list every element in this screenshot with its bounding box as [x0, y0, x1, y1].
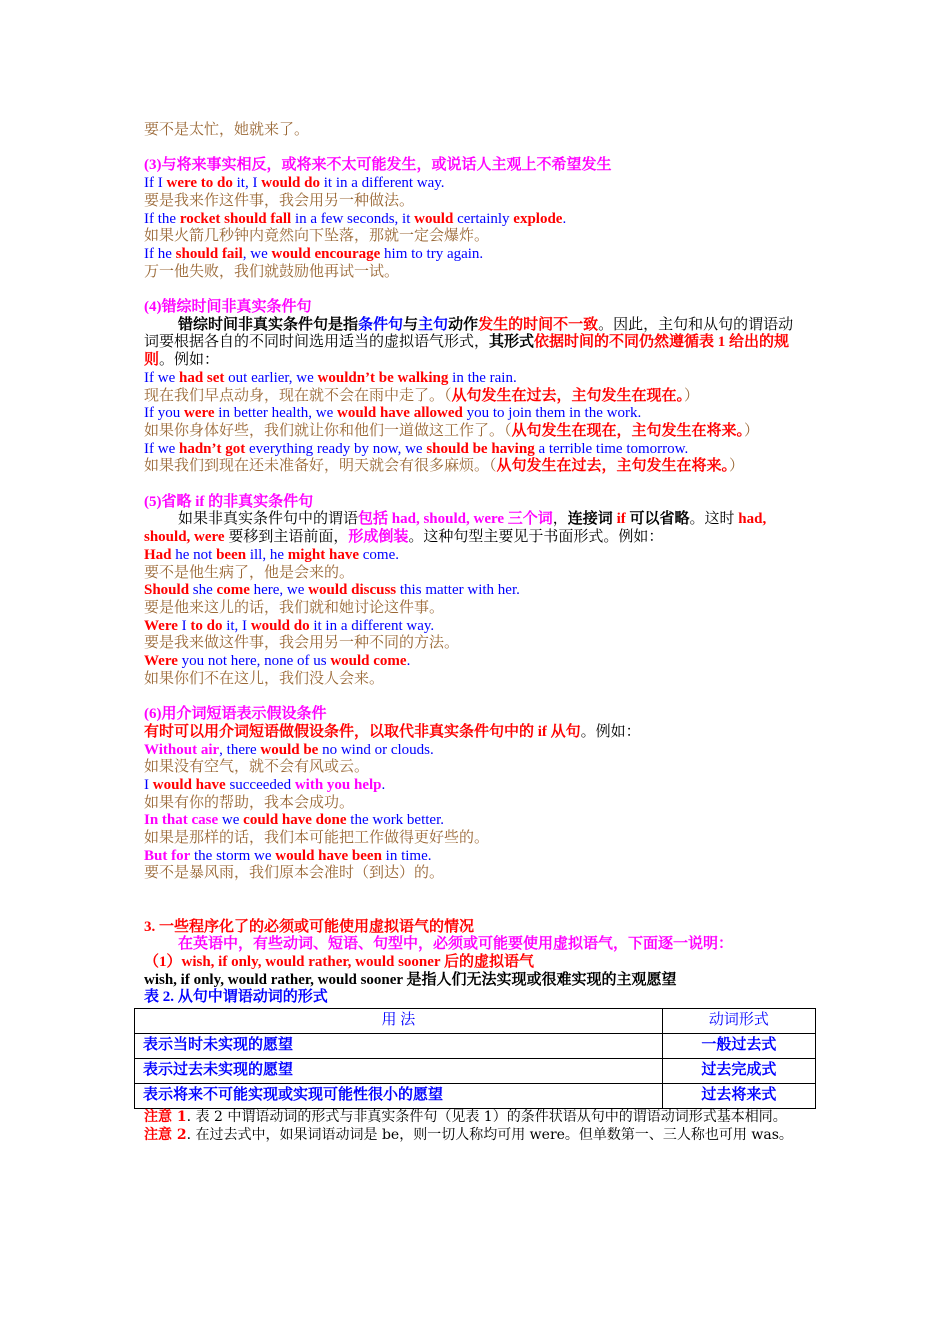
table-cell: 表示过去未实现的愿望 [135, 1059, 663, 1084]
section-4 [144, 299, 808, 476]
example-sentence: I would have succeeded with you help. [144, 776, 386, 793]
translation: 要不是暴风雨，我们原本会准时（到达）的。 [144, 865, 445, 882]
translation: 要是我来作这件事，我会用另一种做法。 [144, 192, 415, 209]
section-6 [144, 706, 808, 883]
table-header-cell: 动词形式 [662, 1009, 815, 1034]
section-3 [144, 157, 808, 281]
verb-form-table [134, 1008, 816, 1109]
example-sentence: If we hadn’t got everything ready by now, we should be having a terrible time tomorrow. [144, 440, 689, 457]
section-3-heading: (3)与将来事实相反，或将来不太可能发生，或说话人主观上不希望发生 [144, 157, 612, 174]
example-sentence: Were I to do it, I would do it in a different way. [144, 617, 435, 634]
translation: 如果我们到现在还未准备好，明天就会有很多麻烦。（从句发生在过去，主句发生在将来。） [144, 458, 745, 475]
translation: 万一他失败，我们就鼓励他再试一试。 [144, 263, 400, 280]
section-programmatic-heading: 3. 一些程序化了的必须或可能使用虚拟语气的情况 [144, 918, 475, 935]
section-4-paragraph: 错综时间非真实条件句是指条件句与主句动作发生的时间不一致。因此，主句和从句的谓语动词要根据各自的不同时间选用适当的虚拟语气形式，其形式依据时间的不同仍然遵循表 1 给出的规则。例如： [144, 316, 794, 369]
table-cell: 一般过去式 [662, 1034, 815, 1059]
table-header-row [135, 1009, 816, 1034]
translation: 要不是他生病了，他是会来的。 [144, 564, 355, 581]
translation: 要是我来做这件事，我会用另一种不同的方法。 [144, 635, 460, 652]
section-programmatic-intro: 在英语中，有些动词、短语、句型中，必须或可能要使用虚拟语气，下面逐一说明： [178, 936, 734, 953]
table-title: 表 2. 从句中谓语动词的形式 [144, 989, 328, 1006]
example-sentence: Without air, there would be no wind or clouds. [144, 741, 434, 758]
note-1: 注意 1. 表 2 中谓语动词的形式与非真实条件句（见表 1）的条件状语从句中的谓语动词形式基本相同。 [144, 1109, 787, 1126]
translation: 如果火箭几秒钟内竟然向下坠落，那就一定会爆炸。 [144, 228, 490, 245]
section-programmatic [144, 919, 808, 1145]
section-5 [144, 494, 808, 689]
example-sentence: If you were in better health, we would have allowed you to join them in the work. [144, 405, 642, 422]
subsection-description: wish, if only, would rather, would sooner 是指人们无法实现或很难实现的主观愿望 [144, 971, 677, 988]
example-sentence: Should she come here, we would discuss this matter with her. [144, 582, 520, 599]
table-row [135, 1034, 816, 1059]
subsection-heading: （1）wish, if only, would rather, would sooner 后的虚拟语气 [144, 953, 535, 970]
section-5-paragraph: 如果非真实条件句中的谓语包括 had, should, were 三个词，连接词 if 可以省略。这时 had, should, were 要移到主语前面，形成倒装。这种句型主要见于书面形式。例如： [144, 511, 767, 546]
note-2: 注意 2. 在过去式中，如果词语动词是 be，则一切人称均可用 were。但单数第一、三人称也可用 was。 [144, 1126, 793, 1143]
section-6-heading: (6)用介词短语表示假设条件 [144, 706, 327, 723]
translation: 如果有你的帮助，我本会成功。 [144, 794, 355, 811]
table-cell: 过去将来式 [662, 1084, 815, 1109]
example-sentence: But for the storm we would have been in time. [144, 847, 432, 864]
example-sentence: If the rocket should fall in a few seconds, it would certainly explode. [144, 210, 567, 227]
example-sentence: If I were to do it, I would do it in a different way. [144, 175, 445, 192]
section-5-heading: (5)省略 if 的非真实条件句 [144, 493, 314, 510]
example-sentence: If we had set out earlier, we wouldn’t be walking in the rain. [144, 369, 517, 386]
intro-line: 要不是太忙，她就来了。 [144, 122, 310, 138]
example-sentence: Had he not been ill, he might have come. [144, 546, 399, 563]
section-6-paragraph: 有时可以用介词短语做假设条件，以取代非真实条件句中的 if 从句。例如： [144, 723, 641, 740]
translation: 如果你身体好些，我们就让你和他们一道做这工作了。（从句发生在现在，主句发生在将来。） [144, 422, 760, 439]
translation: 如果你们不在这儿，我们没人会来。 [144, 670, 385, 687]
example-sentence: Were you not here, none of us would come. [144, 653, 411, 670]
translation: 要是他来这儿的话，我们就和她讨论这件事。 [144, 599, 445, 616]
translation: 如果是那样的话，我们本可能把工作做得更好些的。 [144, 830, 490, 847]
example-sentence: In that case we could have done the work better. [144, 812, 445, 829]
translation: 现在我们早点动身，现在就不会在雨中走了。（从句发生在过去，主句发生在现在。） [144, 387, 700, 404]
example-sentence: If he should fail, we would encourage him to try again. [144, 245, 484, 262]
table-cell: 表示将来不可能实现或实现可能性很小的愿望 [135, 1084, 663, 1109]
translation: 如果没有空气，就不会有风或云。 [144, 759, 370, 776]
table-cell: 表示当时未实现的愿望 [135, 1034, 663, 1059]
table-row [135, 1084, 816, 1109]
document-page [144, 122, 808, 1144]
table-cell: 过去完成式 [662, 1059, 815, 1084]
section-4-heading: (4)错综时间非真实条件句 [144, 299, 312, 315]
table-row [135, 1059, 816, 1084]
table-header-cell: 用 法 [135, 1009, 663, 1034]
